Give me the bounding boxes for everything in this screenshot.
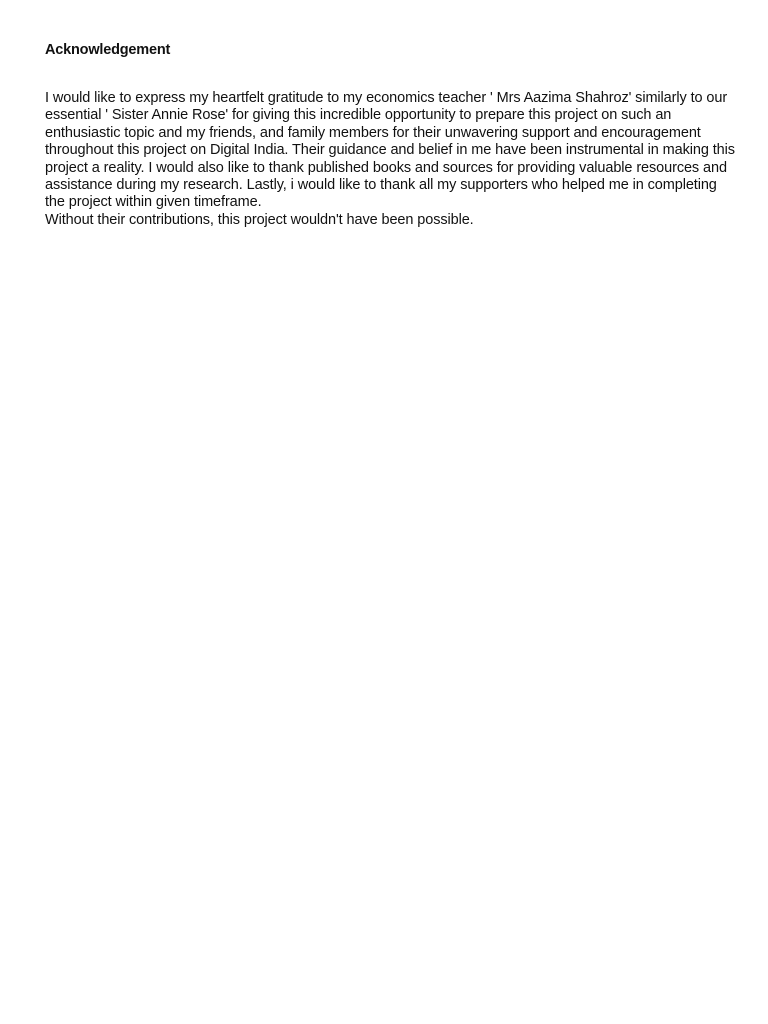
body-paragraph: I would like to express my heartfelt gratitude to my economics teacher ' Mrs Aazima Shahroz' similarly to our essential ' Sister Annie Rose' for giving this incredible opportunity to prepare this project on such an enthusiastic topic and my friends, and family members for their unwavering support and encouragement throughout this project on Digital India. Their guidance and belief in me have been instrumental in making this project a reality. I would also like to thank published books and sources for providing valuable resources and assistance during my research. Lastly, i would like to thank all my supporters who helped me in completing the project within given timeframe. [45, 90, 735, 211]
closing-paragraph: Without their contributions, this project wouldn't have been possible. [45, 211, 474, 228]
page-title: Acknowledgement [45, 42, 171, 58]
acknowledgement-body [45, 90, 735, 229]
